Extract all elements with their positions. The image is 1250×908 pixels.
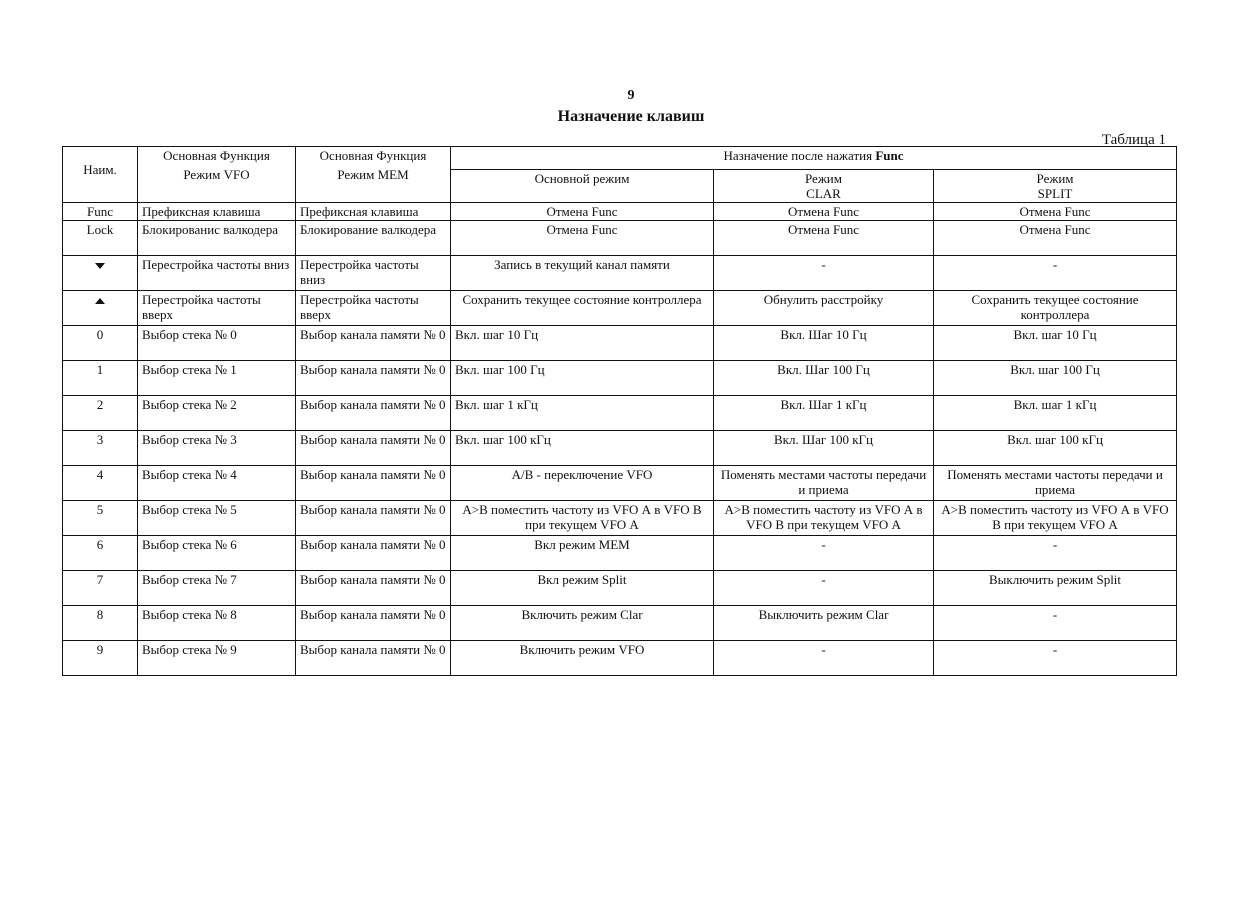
clar-mode-cell-text: Вкл. Шаг 100 кГц — [774, 432, 873, 447]
key-cell-text: 5 — [96, 502, 104, 517]
mem-function-cell-text: Выбор канала памяти № 0 — [300, 327, 446, 342]
main-mode-cell — [451, 536, 714, 571]
clar-mode-cell-text: - — [821, 572, 826, 587]
main-mode-cell-text: Запись в текущий канал памяти — [494, 257, 670, 272]
split-mode-cell-text: Отмена Func — [1019, 204, 1091, 219]
clar-mode-cell-text: Выключить режим Clar — [758, 607, 889, 622]
table-row — [63, 203, 1177, 221]
main-mode-cell — [451, 203, 714, 221]
table-row — [63, 571, 1177, 606]
main-mode-cell-text: Включить режим Clar — [521, 607, 643, 622]
key-cell — [63, 431, 138, 466]
main-mode-cell — [451, 431, 714, 466]
vfo-function-cell-text: Выбор стека № 9 — [142, 642, 237, 657]
vfo-function-cell — [138, 361, 296, 396]
key-cell — [63, 203, 138, 221]
main-mode-cell — [451, 501, 714, 536]
table-row — [63, 431, 1177, 466]
mem-function-cell — [296, 291, 451, 326]
table-body — [63, 203, 1177, 676]
clar-mode-cell-text: Отмена Func — [787, 204, 860, 219]
key-cell-text: 0 — [96, 327, 104, 342]
split-mode-cell — [934, 606, 1177, 641]
split-mode-cell-text: Поменять местами частоты передачи и приема — [947, 467, 1163, 497]
clar-mode-cell — [714, 361, 934, 396]
split-mode-cell-text: А>В поместить частоту из VFO А в VFO В при текущем VFO А — [941, 502, 1169, 532]
arrow-up-icon — [95, 298, 105, 304]
main-mode-cell — [451, 361, 714, 396]
header-vfo — [138, 147, 296, 203]
header-mem — [296, 147, 451, 203]
key-cell — [63, 501, 138, 536]
split-mode-cell — [934, 466, 1177, 501]
main-mode-cell — [451, 291, 714, 326]
mem-function-cell-text: Выбор канала памяти № 0 — [300, 642, 446, 657]
key-cell — [63, 396, 138, 431]
mem-function-cell-text: Выбор канала памяти № 0 — [300, 397, 446, 412]
header-vfo-line1: Основная Функция — [163, 148, 270, 163]
main-mode-cell — [451, 396, 714, 431]
vfo-function-cell — [138, 221, 296, 256]
main-mode-cell-text: Отмена Func — [546, 222, 618, 237]
table-row — [63, 641, 1177, 676]
mem-function-cell — [296, 501, 451, 536]
main-mode-cell-text: Отмена Func — [546, 204, 618, 219]
mem-function-cell — [296, 256, 451, 291]
key-cell-text: 1 — [96, 362, 104, 377]
clar-mode-cell — [714, 203, 934, 221]
vfo-function-cell-text: Перестройка частоты вверх — [142, 292, 261, 322]
key-cell — [63, 571, 138, 606]
vfo-function-cell — [138, 606, 296, 641]
vfo-function-cell — [138, 203, 296, 221]
mem-function-cell-text: Выбор канала памяти № 0 — [300, 432, 446, 447]
header-mem-line2: Режим MEM — [337, 167, 409, 182]
split-mode-cell — [934, 431, 1177, 466]
page-number: 9 — [627, 88, 635, 103]
key-cell-text: 7 — [96, 572, 104, 587]
mem-function-cell — [296, 326, 451, 361]
main-mode-cell-text: А/В - переключение VFO — [511, 467, 653, 482]
mem-function-cell-text: Выбор канала памяти № 0 — [300, 502, 446, 517]
split-mode-cell-text: - — [1052, 607, 1058, 622]
key-assignment-table — [62, 146, 1177, 676]
vfo-function-cell — [138, 641, 296, 676]
key-cell — [63, 256, 138, 291]
split-mode-cell — [934, 291, 1177, 326]
vfo-function-cell-text: Выбор стека № 4 — [142, 467, 237, 482]
mem-function-cell-text: Выбор канала памяти № 0 — [300, 607, 446, 622]
mem-function-cell — [296, 431, 451, 466]
key-cell-text: 2 — [96, 397, 104, 412]
clar-mode-cell — [714, 221, 934, 256]
main-mode-cell — [451, 606, 714, 641]
key-cell-text: 6 — [96, 537, 104, 552]
mem-function-cell — [296, 203, 451, 221]
key-cell — [63, 291, 138, 326]
mem-function-cell — [296, 641, 451, 676]
mem-function-cell — [296, 571, 451, 606]
header-name — [63, 147, 138, 203]
vfo-function-cell-text: Выбор стека № 8 — [142, 607, 237, 622]
split-mode-cell — [934, 571, 1177, 606]
clar-mode-cell — [714, 256, 934, 291]
header-clar — [714, 170, 934, 203]
mem-function-cell-text: Выбор канала памяти № 0 — [300, 572, 446, 587]
split-mode-cell — [934, 501, 1177, 536]
table-row — [63, 221, 1177, 256]
split-mode-cell-text: Вкл. шаг 1 кГц — [1013, 397, 1097, 412]
main-mode-cell-text: Вкл. шаг 10 Гц — [455, 327, 539, 342]
mem-function-cell-text: Префиксная клавиша — [300, 204, 419, 219]
split-mode-cell-text: Сохранить текущее состояние контроллера — [971, 292, 1139, 322]
vfo-function-cell-text: Выбор стека № 1 — [142, 362, 237, 377]
main-mode-cell-text: Вкл. шаг 100 кГц — [455, 432, 551, 447]
clar-mode-cell-text: Поменять местами частоты передачи и приема — [720, 467, 927, 497]
mem-function-cell — [296, 606, 451, 641]
key-cell — [63, 466, 138, 501]
clar-mode-cell-text: А>В поместить частоту из VFO А в VFO В при текущем VFO А — [724, 502, 923, 532]
vfo-function-cell — [138, 571, 296, 606]
header-split-line2: SPLIT — [1037, 186, 1073, 201]
table-row — [63, 396, 1177, 431]
clar-mode-cell-text: Обнулить расстройку — [763, 292, 884, 307]
mem-function-cell-text: Перестройка частоты вниз — [300, 257, 419, 287]
key-cell-text: Lock — [86, 222, 114, 237]
key-cell-text: 8 — [96, 607, 104, 622]
split-mode-cell-text: - — [1052, 537, 1058, 552]
main-mode-cell-text: А>В поместить частоту из VFO А в VFO В при текущем VFO А — [462, 502, 702, 532]
vfo-function-cell-text: Выбор стека № 2 — [142, 397, 237, 412]
vfo-function-cell — [138, 536, 296, 571]
vfo-function-cell-text: Выбор стека № 6 — [142, 537, 237, 552]
arrow-down-icon — [95, 263, 105, 269]
split-mode-cell-text: Вкл. шаг 10 Гц — [1013, 327, 1097, 342]
main-mode-cell-text: Вкл режим MEM — [534, 537, 630, 552]
header-clar-line1: Режим — [805, 171, 842, 186]
clar-mode-cell-text: Вкл. Шаг 1 кГц — [780, 397, 867, 412]
main-mode-cell-text: Вкл. шаг 100 Гц — [455, 362, 545, 377]
split-mode-cell — [934, 203, 1177, 221]
clar-mode-cell — [714, 571, 934, 606]
key-cell-text: Func — [87, 204, 113, 219]
clar-mode-cell — [714, 641, 934, 676]
vfo-function-cell-text: Перестройка частоты вниз — [142, 257, 290, 272]
vfo-function-cell — [138, 466, 296, 501]
clar-mode-cell — [714, 466, 934, 501]
split-mode-cell-text: Вкл. шаг 100 кГц — [1007, 432, 1103, 447]
key-cell-text: 3 — [96, 432, 104, 447]
key-cell-text: 9 — [96, 642, 104, 657]
header-after-func — [451, 147, 1177, 170]
clar-mode-cell — [714, 606, 934, 641]
header-main-mode-text: Основной режим — [534, 171, 630, 186]
mem-function-cell — [296, 536, 451, 571]
vfo-function-cell-text: Выбор стека № 7 — [142, 572, 237, 587]
split-mode-cell — [934, 221, 1177, 256]
split-mode-cell — [934, 396, 1177, 431]
main-mode-cell — [451, 256, 714, 291]
header-vfo-line2: Режим VFO — [183, 167, 250, 182]
table-row — [63, 606, 1177, 641]
clar-mode-cell-text: - — [821, 642, 826, 657]
main-mode-cell — [451, 641, 714, 676]
main-mode-cell-text: Сохранить текущее состояние контроллера — [462, 292, 702, 307]
main-mode-cell — [451, 571, 714, 606]
clar-mode-cell-text: - — [821, 257, 826, 272]
clar-mode-cell — [714, 536, 934, 571]
mem-function-cell-text: Выбор канала памяти № 0 — [300, 537, 446, 552]
split-mode-cell — [934, 256, 1177, 291]
table-row — [63, 291, 1177, 326]
split-mode-cell-text: Выключить режим Split — [989, 572, 1122, 587]
split-mode-cell-text: Вкл. шаг 100 Гц — [1010, 362, 1100, 377]
vfo-function-cell-text: Выбор стека № 0 — [142, 327, 237, 342]
table-row — [63, 256, 1177, 291]
vfo-function-cell-text: Префиксная клавиша — [142, 204, 261, 219]
table-row — [63, 536, 1177, 571]
main-mode-cell-text: Включить режим VFO — [519, 642, 645, 657]
key-cell — [63, 326, 138, 361]
mem-function-cell — [296, 396, 451, 431]
mem-function-cell-text: Блокирование валкодера — [300, 222, 436, 237]
table-label: Таблица 1 — [1101, 132, 1166, 148]
table-row — [63, 361, 1177, 396]
key-cell-text: 4 — [96, 467, 104, 482]
vfo-function-cell-text: Выбор стека № 5 — [142, 502, 237, 517]
header-clar-line2: CLAR — [806, 186, 841, 201]
key-cell — [63, 536, 138, 571]
key-cell — [63, 361, 138, 396]
mem-function-cell-text: Перестройка частоты вверх — [300, 292, 419, 322]
clar-mode-cell-text: - — [821, 537, 826, 552]
document-title: Назначение клавиш — [557, 108, 705, 125]
table-header — [63, 147, 1177, 203]
header-split — [934, 170, 1177, 203]
header-name-text: Наим. — [83, 162, 117, 177]
mem-function-cell-text: Выбор канала памяти № 0 — [300, 467, 446, 482]
header-mem-line1: Основная Функция — [319, 148, 427, 163]
main-mode-cell — [451, 221, 714, 256]
split-mode-cell — [934, 641, 1177, 676]
mem-function-cell — [296, 466, 451, 501]
clar-mode-cell-text: Вкл. Шаг 100 Гц — [777, 362, 870, 377]
clar-mode-cell — [714, 501, 934, 536]
split-mode-cell — [934, 326, 1177, 361]
mem-function-cell — [296, 221, 451, 256]
vfo-function-cell — [138, 431, 296, 466]
key-cell — [63, 641, 138, 676]
vfo-function-cell — [138, 501, 296, 536]
header-after-func-prefix: Назначение после нажатия — [723, 148, 876, 163]
split-mode-cell — [934, 361, 1177, 396]
vfo-function-cell-text: Блокированис валкодера — [142, 222, 278, 237]
table-row — [63, 501, 1177, 536]
main-mode-cell — [451, 466, 714, 501]
mem-function-cell — [296, 361, 451, 396]
split-mode-cell — [934, 536, 1177, 571]
split-mode-cell-text: - — [1052, 257, 1058, 272]
table-row — [63, 466, 1177, 501]
vfo-function-cell — [138, 396, 296, 431]
header-split-line1: Режим — [1036, 171, 1074, 186]
clar-mode-cell — [714, 396, 934, 431]
header-main-mode — [451, 170, 714, 203]
key-cell — [63, 606, 138, 641]
clar-mode-cell-text: Вкл. Шаг 10 Гц — [780, 327, 867, 342]
clar-mode-cell — [714, 431, 934, 466]
header-after-func-key: Func — [875, 148, 904, 163]
table-row — [63, 326, 1177, 361]
vfo-function-cell-text: Выбор стека № 3 — [142, 432, 237, 447]
main-mode-cell — [451, 326, 714, 361]
main-mode-cell-text: Вкл режим Split — [537, 572, 627, 587]
clar-mode-cell — [714, 291, 934, 326]
clar-mode-cell-text: Отмена Func — [787, 222, 860, 237]
vfo-function-cell — [138, 326, 296, 361]
key-cell — [63, 221, 138, 256]
vfo-function-cell — [138, 291, 296, 326]
mem-function-cell-text: Выбор канала памяти № 0 — [300, 362, 446, 377]
clar-mode-cell — [714, 326, 934, 361]
vfo-function-cell — [138, 256, 296, 291]
main-mode-cell-text: Вкл. шаг 1 кГц — [455, 397, 538, 412]
split-mode-cell-text: - — [1052, 642, 1058, 657]
split-mode-cell-text: Отмена Func — [1019, 222, 1091, 237]
